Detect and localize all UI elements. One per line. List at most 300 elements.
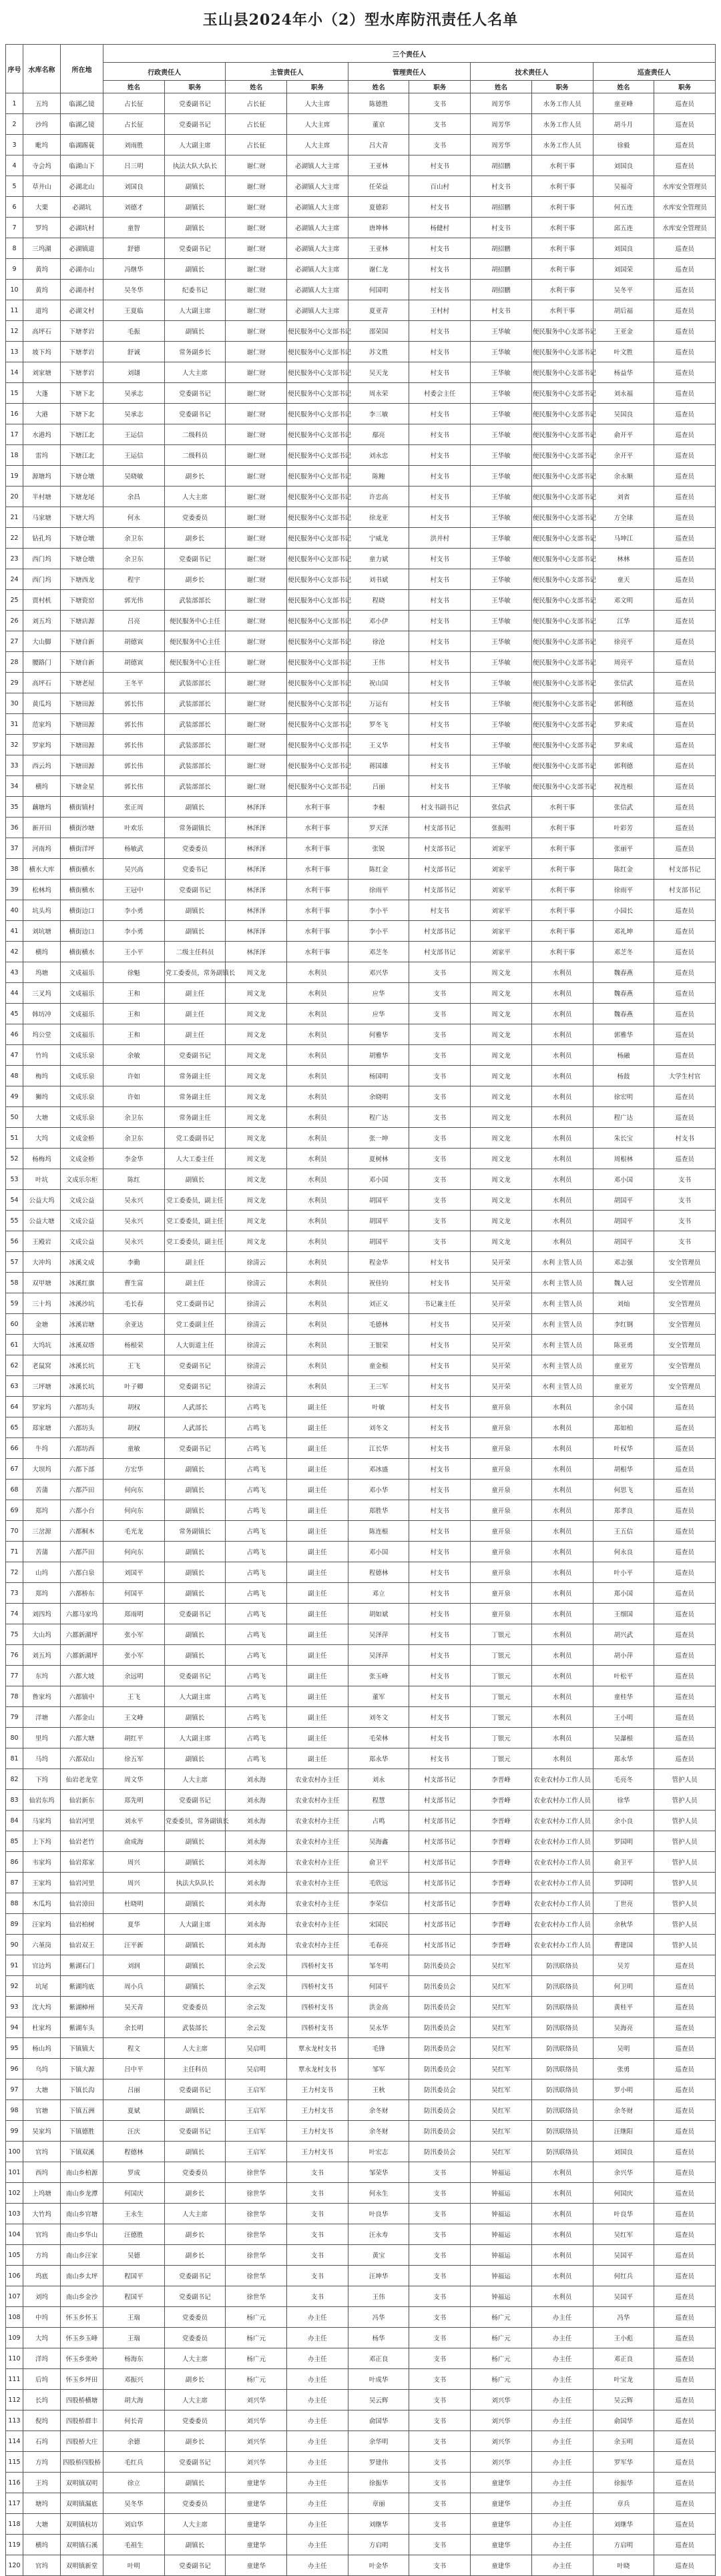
cell-patrol-name: 章兵: [593, 2493, 654, 2514]
cell-technical-name: 杨广元: [471, 2328, 532, 2348]
cell-management-name: 何国平: [348, 1976, 409, 1997]
table-row: [6, 2204, 716, 2224]
cell-admin-position: 副镇长: [164, 2473, 226, 2493]
cell-seq: 26: [6, 611, 23, 631]
cell-patrol-position: 巡查员: [654, 2245, 716, 2266]
cell-technical-name: 丁银元: [471, 1707, 532, 1728]
cell-patrol-name: 何思飞: [593, 1480, 654, 1500]
cell-patrol-position: 巡查员: [654, 1666, 716, 1686]
cell-admin-name: 吴永兴: [103, 1211, 165, 1231]
cell-management-position: 村支书: [409, 1521, 471, 1542]
cell-management-name: 李荣信: [348, 1893, 409, 1914]
cell-authority-position: 副主任: [287, 1645, 348, 1666]
cell-patrol-position: 巡查员: [654, 424, 716, 445]
cell-admin-position: 副乡长: [164, 569, 226, 590]
cell-authority-position: 办主任: [287, 2473, 348, 2493]
cell-authority-position: 水利员: [287, 1190, 348, 1211]
cell-patrol-position: 巡查员: [654, 1004, 716, 1024]
cell-management-position: 防汛委员会: [409, 2100, 471, 2121]
cell-technical-position: 便民服务中心支部书记: [531, 424, 593, 445]
cell-management-name: 宁威龙: [348, 528, 409, 549]
cell-reservoir: 东坞: [23, 1666, 61, 1686]
cell-location: 下塘孝岩: [61, 342, 103, 362]
cell-seq: 89: [6, 1914, 23, 1935]
cell-technical-position: 防汛联络员: [531, 2142, 593, 2162]
cell-technical-position: 水利员: [531, 1417, 593, 1438]
cell-admin-position: 党委委员: [164, 507, 226, 528]
cell-patrol-name: 郑永华: [593, 1748, 654, 1769]
cell-admin-name: 王运信: [103, 445, 165, 466]
cell-seq: 119: [6, 2535, 23, 2555]
cell-location: 南山乡太坪: [61, 2266, 103, 2286]
cell-reservoir: 罗家坞: [23, 1397, 61, 1417]
cell-reservoir: 公益大塘: [23, 1211, 61, 1231]
cell-patrol-position: 水库安全管理员: [654, 197, 716, 218]
cell-reservoir: 刘坞: [23, 2286, 61, 2307]
cell-seq: 117: [6, 2493, 23, 2514]
cell-technical-name: 王华敏: [471, 445, 532, 466]
cell-patrol-name: 杨融: [593, 1045, 654, 1066]
cell-management-position: 防汛委员会: [409, 2079, 471, 2100]
cell-admin-name: 胡权: [103, 1397, 165, 1417]
cell-admin-position: 党委书记: [164, 859, 226, 880]
cell-seq: 76: [6, 1645, 23, 1666]
cell-patrol-name: 胡根华: [593, 1459, 654, 1480]
cell-patrol-position: 巡查员: [654, 755, 716, 776]
cell-technical-name: 吴红军: [471, 1976, 532, 1997]
cell-location: 六都芦田: [61, 1542, 103, 1562]
cell-management-position: 村支书: [409, 445, 471, 466]
table-row: [6, 1666, 716, 1686]
cell-reservoir: 腰路门: [23, 652, 61, 673]
cell-technical-position: 水利员: [531, 2162, 593, 2183]
cell-technical-name: 李晋峰: [471, 1790, 532, 1811]
cell-patrol-name: 何五连: [593, 197, 654, 218]
cell-technical-name: 胡招鹏: [471, 238, 532, 259]
cell-management-position: 支书: [409, 2224, 471, 2245]
cell-authority-position: 水利员: [287, 962, 348, 983]
cell-technical-name: 周文龙: [471, 1045, 532, 1066]
cell-management-position: 支书: [409, 2555, 471, 2576]
cell-location: 六都下部: [61, 1459, 103, 1480]
cell-management-position: 支书: [409, 1045, 471, 1066]
cell-patrol-position: 管护人员: [654, 1914, 716, 1935]
cell-technical-position: 水利干事: [531, 880, 593, 900]
cell-location: 冰溪长坑: [61, 1355, 103, 1376]
cell-technical-name: 刘家平: [471, 880, 532, 900]
cell-admin-position: 武装部部长: [164, 755, 226, 776]
cell-management-position: 村支部书记: [409, 1790, 471, 1811]
cell-management-name: 陈德胜: [348, 93, 409, 114]
cell-technical-name: 王华敏: [471, 631, 532, 652]
cell-patrol-name: 胡国平: [593, 1211, 654, 1231]
cell-patrol-position: 村支部书记: [654, 859, 716, 880]
cell-reservoir: 西云坞: [23, 755, 61, 776]
cell-technical-position: 农业农村办工作人员: [531, 1914, 593, 1935]
cell-admin-position: 党工委委员，常务副镇长: [164, 962, 226, 983]
cell-admin-name: 王小平: [103, 942, 165, 962]
cell-management-position: 支书: [409, 1211, 471, 1231]
cell-admin-name: 余卫东: [103, 1107, 165, 1128]
cell-admin-name: 吴承志: [103, 404, 165, 424]
table-row: [6, 1562, 716, 1583]
cell-seq: 21: [6, 507, 23, 528]
cell-patrol-position: 巡查员: [654, 383, 716, 404]
cell-patrol-position: 巡查员: [654, 2204, 716, 2224]
cell-patrol-position: 巡查员: [654, 673, 716, 693]
cell-reservoir: 黄坞: [23, 280, 61, 300]
cell-location: 横街镇村: [61, 797, 103, 818]
cell-technical-name: 丁银元: [471, 1686, 532, 1707]
cell-admin-position: 党委副书记: [164, 2121, 226, 2142]
cell-authority-name: 谢仁财: [226, 487, 287, 507]
cell-technical-name: 杨广元: [471, 2307, 532, 2328]
cell-location: 必湖坑村: [61, 218, 103, 238]
cell-seq: 37: [6, 838, 23, 859]
cell-technical-name: 周文龙: [471, 1086, 532, 1107]
cell-admin-name: 张正周: [103, 797, 165, 818]
cell-management-name: 祝山国: [348, 673, 409, 693]
cell-patrol-name: 叶彩芳: [593, 818, 654, 838]
cell-authority-name: 王启军: [226, 2142, 287, 2162]
cell-patrol-name: 童亚峰: [593, 93, 654, 114]
cell-patrol-position: 安全管理员: [654, 1335, 716, 1355]
cell-management-name: 吕大青: [348, 135, 409, 155]
cell-technical-name: 童建华: [471, 2514, 532, 2535]
cell-authority-position: 农业农村办主任: [287, 1790, 348, 1811]
cell-admin-position: 副主任: [164, 1252, 226, 1273]
cell-authority-name: 林泽泽: [226, 921, 287, 942]
cell-admin-name: 周兴: [103, 1873, 165, 1893]
cell-admin-position: 常务副主任: [164, 1107, 226, 1128]
cell-authority-position: 农业农村办主任: [287, 1811, 348, 1831]
cell-admin-position: 党委副书记: [164, 2452, 226, 2473]
cell-authority-position: 副主任: [287, 1500, 348, 1521]
cell-admin-name: 杨根荣: [103, 1335, 165, 1355]
cell-authority-position: 水利干事: [287, 859, 348, 880]
cell-reservoir: 郑坞: [23, 1500, 61, 1521]
cell-authority-position: 副主任: [287, 1397, 348, 1417]
cell-seq: 47: [6, 1045, 23, 1066]
cell-technical-name: 胡招鹏: [471, 280, 532, 300]
cell-admin-position: 副镇长: [164, 921, 226, 942]
cell-technical-position: 水利员: [531, 2224, 593, 2245]
cell-admin-name: 舒德: [103, 238, 165, 259]
cell-technical-name: 胡招鹏: [471, 259, 532, 280]
cell-patrol-name: 黄桂平: [593, 1997, 654, 2017]
cell-management-position: 村支部书记: [409, 1811, 471, 1831]
cell-seq: 113: [6, 2410, 23, 2431]
cell-admin-position: 副乡长: [164, 2431, 226, 2452]
cell-authority-position: 副主任: [287, 1417, 348, 1438]
cell-authority-position: 水利员: [287, 1004, 348, 1024]
cell-seq: 88: [6, 1893, 23, 1914]
cell-location: 下镇镇大: [61, 2038, 103, 2059]
cell-authority-name: 徐世华: [226, 2224, 287, 2245]
cell-technical-position: 便民服务中心支部书记: [531, 776, 593, 797]
cell-technical-position: 办主任: [531, 2535, 593, 2555]
cell-management-position: 村支部书记: [409, 1914, 471, 1935]
cell-management-position: 防汛委员会: [409, 2121, 471, 2142]
cell-patrol-name: 曹建国: [593, 1935, 654, 1955]
table-row: [6, 2431, 716, 2452]
cell-admin-position: 常务副镇长: [164, 818, 226, 838]
cell-authority-position: 便民服务中心支部书记: [287, 507, 348, 528]
cell-patrol-name: 程广达: [593, 1107, 654, 1128]
cell-seq: 6: [6, 197, 23, 218]
cell-location: 仙岩河里: [61, 1873, 103, 1893]
cell-management-name: 夏树林: [348, 1149, 409, 1169]
table-row: [6, 197, 716, 218]
cell-reservoir: 罗家坞: [23, 735, 61, 755]
cell-management-position: 支书: [409, 2307, 471, 2328]
cell-authority-position: 四桥村支书: [287, 2017, 348, 2038]
cell-patrol-name: 邓小国: [593, 1169, 654, 1190]
cell-location: 紫湖石门: [61, 1955, 103, 1976]
cell-management-position: 支书: [409, 114, 471, 135]
cell-patrol-position: 巡查员: [654, 2142, 716, 2162]
cell-technical-position: 办主任: [531, 2390, 593, 2410]
cell-management-position: 支书: [409, 983, 471, 1004]
cell-admin-position: 人大副主席: [164, 1686, 226, 1707]
cell-technical-position: 农业农村办工作人员: [531, 1935, 593, 1955]
cell-authority-position: 必湖镇人大主席: [287, 238, 348, 259]
cell-technical-name: 刘兴华: [471, 2410, 532, 2431]
cell-management-name: 任荣益: [348, 176, 409, 197]
cell-patrol-name: 罗军华: [593, 2452, 654, 2473]
cell-location: 双明镇杭坊: [61, 2514, 103, 2535]
cell-patrol-name: 余秋华: [593, 1914, 654, 1935]
cell-admin-name: 李金华: [103, 1149, 165, 1169]
cell-patrol-position: 巡查员: [654, 1645, 716, 1666]
cell-seq: 52: [6, 1149, 23, 1169]
cell-admin-name: 方宏华: [103, 1459, 165, 1480]
cell-authority-name: 徐世华: [226, 2183, 287, 2204]
cell-admin-position: 人大主席: [164, 2204, 226, 2224]
cell-authority-position: 办主任: [287, 2307, 348, 2328]
cell-patrol-position: 巡查员: [654, 1480, 716, 1500]
cell-technical-position: 办主任: [531, 2410, 593, 2431]
cell-reservoir: 六堇岗: [23, 1935, 61, 1955]
cell-management-name: 夏亚青: [348, 300, 409, 321]
cell-management-position: 村支部书记: [409, 880, 471, 900]
cell-patrol-name: 刘灿: [593, 1293, 654, 1314]
cell-management-position: 村支书: [409, 1583, 471, 1604]
table-row: [6, 1211, 716, 1231]
cell-admin-name: 程宇: [103, 569, 165, 590]
cell-location: 六都芦田: [61, 1480, 103, 1500]
cell-seq: 55: [6, 1211, 23, 1231]
cell-authority-name: 周文龙: [226, 1149, 287, 1169]
cell-patrol-position: 巡查员: [654, 321, 716, 342]
cell-seq: 34: [6, 776, 23, 797]
cell-authority-name: 谢仁财: [226, 755, 287, 776]
cell-patrol-name: 郭利德: [593, 755, 654, 776]
cell-technical-position: 水利干事: [531, 238, 593, 259]
cell-patrol-position: 巡查员: [654, 528, 716, 549]
table-row: [6, 1997, 716, 2017]
cell-authority-position: 人大主席: [287, 114, 348, 135]
cell-reservoir: 苦蒲: [23, 1480, 61, 1500]
table-row: [6, 2328, 716, 2348]
cell-authority-position: 水利员: [287, 1149, 348, 1169]
cell-authority-position: 便民服务中心支部书记: [287, 528, 348, 549]
cell-admin-name: 汪平新: [103, 1935, 165, 1955]
cell-patrol-name: 童亚芳: [593, 1376, 654, 1397]
cell-technical-position: 水利 主管人员: [531, 1293, 593, 1314]
cell-location: 四股桥横塘: [61, 2390, 103, 2410]
cell-authority-position: 农业农村办主任: [287, 1873, 348, 1893]
cell-technical-name: 刘家平: [471, 900, 532, 921]
table-row: [6, 652, 716, 673]
cell-location: 文成福乐: [61, 1004, 103, 1024]
cell-admin-position: 人大主席: [164, 1769, 226, 1790]
cell-location: 六都坊西: [61, 1438, 103, 1459]
cell-reservoir: 苦蒲: [23, 1542, 61, 1562]
table-row: [6, 1542, 716, 1562]
table-row: [6, 1624, 716, 1645]
cell-seq: 59: [6, 1293, 23, 1314]
cell-seq: 58: [6, 1273, 23, 1293]
cell-reservoir: 大坝坞: [23, 1459, 61, 1480]
table-row: [6, 1790, 716, 1811]
cell-location: 文成公益: [61, 1211, 103, 1231]
cell-management-name: 刘冬文: [348, 1707, 409, 1728]
cell-patrol-position: 巡查员: [654, 735, 716, 755]
cell-management-name: 余晓明: [348, 1086, 409, 1107]
cell-admin-name: 何国平: [103, 1583, 165, 1604]
cell-seq: 17: [6, 424, 23, 445]
cell-patrol-position: 支书: [654, 1211, 716, 1231]
cell-admin-name: 吴永兴: [103, 1190, 165, 1211]
table-row: [6, 735, 716, 755]
cell-authority-position: 水利干事: [287, 880, 348, 900]
cell-technical-position: 便民服务中心支部书记: [531, 590, 593, 611]
cell-admin-name: 占长征: [103, 93, 165, 114]
cell-admin-name: 李勤: [103, 1252, 165, 1273]
cell-patrol-position: 巡查员: [654, 507, 716, 528]
cell-authority-position: 副主任: [287, 1583, 348, 1604]
cell-patrol-position: 巡查员: [654, 1086, 716, 1107]
cell-patrol-position: 巡查员: [654, 1521, 716, 1542]
cell-reservoir: 大坞坑: [23, 1335, 61, 1355]
cell-seq: 97: [6, 2079, 23, 2100]
cell-location: 冰溪岩塘: [61, 1314, 103, 1335]
table-row: [6, 859, 716, 880]
cell-technical-position: 水利员: [531, 983, 593, 1004]
cell-seq: 24: [6, 569, 23, 590]
cell-technical-position: 水利干事: [531, 818, 593, 838]
cell-patrol-position: 巡查员: [654, 1728, 716, 1748]
table-row: [6, 1459, 716, 1480]
cell-reservoir: 西门坞: [23, 569, 61, 590]
cell-management-position: 支书: [409, 1024, 471, 1045]
cell-technical-name: 刘家平: [471, 921, 532, 942]
cell-technical-name: 王华敏: [471, 673, 532, 693]
cell-admin-position: 纪委书记: [164, 280, 226, 300]
cell-management-name: 余冬财: [348, 2121, 409, 2142]
cell-admin-name: 余长明: [103, 2017, 165, 2038]
cell-admin-position: 副乡长: [164, 2245, 226, 2266]
cell-admin-position: 常务副主任: [164, 1066, 226, 1086]
cell-patrol-name: 余玉明: [593, 2431, 654, 2452]
cell-seq: 25: [6, 590, 23, 611]
cell-management-position: 村支书: [409, 1624, 471, 1645]
cell-admin-position: 常务副镇长: [164, 1521, 226, 1542]
cell-location: 横街边口: [61, 900, 103, 921]
cell-management-name: 黄宝: [348, 2245, 409, 2266]
cell-technical-position: 水利干事: [531, 280, 593, 300]
cell-reservoir: 洋坞: [23, 2348, 61, 2369]
cell-authority-name: 占鸣飞: [226, 1728, 287, 1748]
cell-reservoir: 坞公堂: [23, 1024, 61, 1045]
cell-management-name: 王三军: [348, 1376, 409, 1397]
cell-reservoir: 道坞: [23, 300, 61, 321]
cell-management-name: 吴泽萍: [348, 1624, 409, 1645]
cell-location: 六都桥东: [61, 1583, 103, 1604]
cell-patrol-name: 罗来成: [593, 714, 654, 735]
table-row: [6, 1293, 716, 1314]
cell-authority-name: 刘永海: [226, 1811, 287, 1831]
cell-location: 下塘仓墩: [61, 549, 103, 569]
cell-patrol-name: 王细国: [593, 1604, 654, 1624]
cell-seq: 28: [6, 652, 23, 673]
cell-authority-position: 水利员: [287, 1024, 348, 1045]
table-row: [6, 921, 716, 942]
cell-seq: 53: [6, 1169, 23, 1190]
cell-technical-name: 胡招鹏: [471, 155, 532, 176]
table-row: [6, 135, 716, 155]
cell-seq: 92: [6, 1976, 23, 1997]
cell-location: 六都大塘: [61, 1728, 103, 1748]
cell-admin-position: 党委副书记: [164, 93, 226, 114]
cell-technical-name: 丁银元: [471, 1748, 532, 1769]
cell-seq: 73: [6, 1583, 23, 1604]
cell-management-name: 夏德彩: [348, 197, 409, 218]
cell-management-position: 支书: [409, 1004, 471, 1024]
cell-location: 六都马家坞: [61, 1604, 103, 1624]
cell-authority-position: 水利员: [287, 1314, 348, 1335]
cell-seq: 48: [6, 1066, 23, 1086]
cell-admin-name: 占长征: [103, 114, 165, 135]
cell-authority-position: 王力村支书: [287, 2079, 348, 2100]
cell-management-name: 张锐: [348, 838, 409, 859]
cell-authority-position: 水利员: [287, 1355, 348, 1376]
cell-seq: 69: [6, 1500, 23, 1521]
cell-management-position: 村支书: [409, 1686, 471, 1707]
cell-patrol-position: 巡查员: [654, 549, 716, 569]
cell-patrol-position: 巡查员: [654, 797, 716, 818]
cell-authority-name: 谢仁财: [226, 507, 287, 528]
cell-patrol-name: 叶良华: [593, 2204, 654, 2224]
cell-management-position: 防汛委员会: [409, 2038, 471, 2059]
cell-reservoir: 大塘: [23, 2514, 61, 2535]
cell-technical-name: 李晋峰: [471, 1893, 532, 1914]
cell-technical-position: 农业农村办工作人员: [531, 1893, 593, 1914]
cell-technical-name: 王华敏: [471, 321, 532, 342]
cell-technical-name: 村支书: [471, 176, 532, 197]
cell-reservoir: 杨梅坞: [23, 1149, 61, 1169]
cell-technical-position: 水利干事: [531, 176, 593, 197]
cell-location: 下塘龙尾: [61, 487, 103, 507]
cell-patrol-position: 巡查员: [654, 1417, 716, 1438]
cell-technical-position: 农业农村办工作人员: [531, 1873, 593, 1893]
cell-patrol-position: 巡查员: [654, 2059, 716, 2079]
cell-reservoir: 五坞: [23, 93, 61, 114]
cell-patrol-name: 郑孝良: [593, 1500, 654, 1521]
cell-management-position: 村支书: [409, 1728, 471, 1748]
cell-technical-position: 水利员: [531, 1397, 593, 1417]
